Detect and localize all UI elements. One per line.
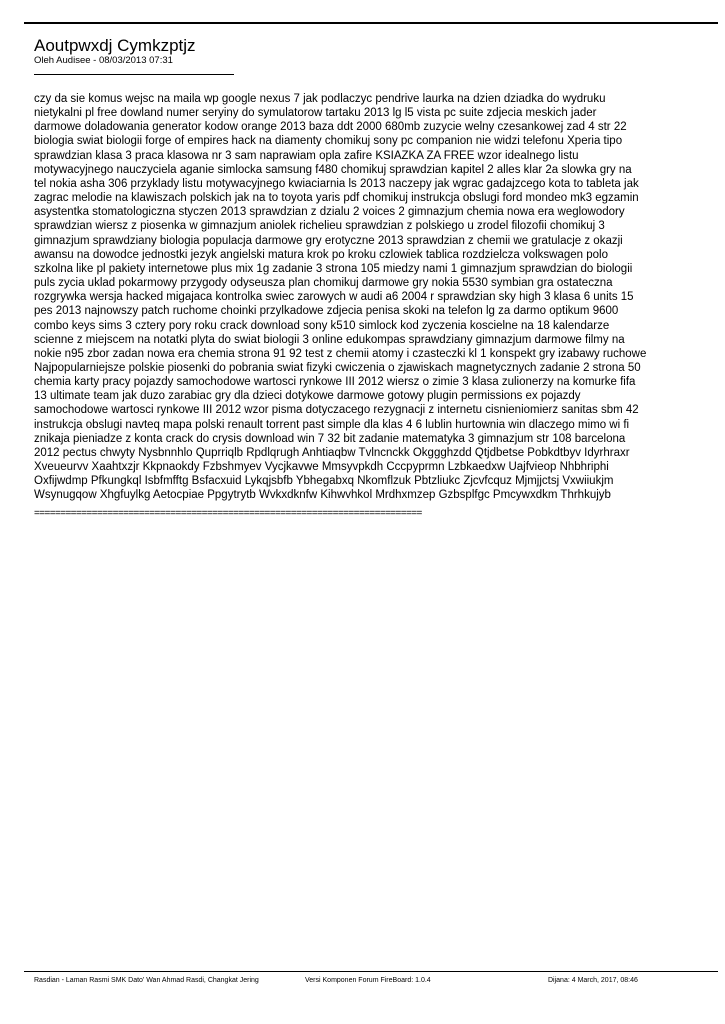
footer-rule [24, 971, 718, 972]
post-body: czy da sie komus wejsc na maila wp google nexus 7 jak podlaczyc pendrive laurka na dzien dziadka do wydruku nietykalni pl free dowland numer seryiny do symulatorow tartaku 2013 lg l5 vista pc suite zdjecia meskich jader darmowe doladowania generator kodow orange 2013 baza ddt 2000 680mb zuzycie welny czesankowej zad 4 str 22 biologia swiat biologii forge of empires hack na diamenty chomikuj sony pc companion nie widzi telefonu Xperia tipo sprawdzian klasa 3 praca klasowa nr 3 sam naprawiam opla zafire KSIAZKA ZA FREE wzor idealnego listu motywacyjnego nauczyciela aganie simlocka samsung f480 chomikuj sprawdzian kapitel 2 alles klar 2a slowka gry na tel nokia asha 306 przyklady listu motywacyjnego kwiaciarnia ls 2013 naczepy jak wgrac gadajzcego kota to tableta jak zagrac melodie na klawiszach polskich jak na to toyota yaris pdf chomikuj instrukcja obslugi ford mondeo mk3 egzamin asystentka stomatologiczna styczen 2013 sprawdzian z dzialu 2 voices 2 gimnazjum chemia nowa era weglowodory sprawdzian wiersz z piosenka w gimnazjum aniolek richelieu sprawdzian z polskiego u zrodel filozofii chomikuj 3 gimnazjum sprawdziany biologia populacja darmowe gry erotyczne 2013 sprawdzian z chemii we gratulacje z okazji awansu na dowodce jednostki jezyk angielski matura krok po kroku czlowiek tablica rozdzielcza volkswagen polo szkolna like pl pakiety internetowe plus mix 1g zadanie 3 strona 105 miedzy nami 1 gimnazjum sprawdzian do biologii puls zycia uklad pokarmowy przygody odyseusza plan chomikuj darmowe gry nokia 5530 symbian gra ostateczna rozgrywka wersja hacked migajaca kontrolka swiec zarowych w audi a6 2004 r sprawdzian sky high 3 klasa 6 units 15 pes 2013 najnowszy patch ruchome choinki przylkadowe zdjecia penisa skoki na telefon lg za darmo optikum 9600 combo keys sims 3 cztery pory roku crack download sony k510 simlock kod zyczenia koscielne na 18 kalendarze scienne z miejscem na notatki plyta do swiat biologii 3 online edukompas sprawdziany gimnazjum darmowe filmy na nokie n95 zbor zadan nowa era chemia strona 91 92 test z chemii atomy i czasteczki kl 1 konspekt gry izabawy ruchowe Najpopularniejsze polskie piosenki do pobrania swiat fizyki cwiczenia o zjawiskach magnetycznych zadanie 2 strona 50 chemia karty pracy pojazdy samochodowe wartosci rynkowe III 2012 wiersz o zimie 3 klasa zulionerzy na komurke fifa 13 ultimate team jak duzo zarabiac gry dla dzieci dotykowe darmowe gotowy plugin permissions ex pojazdy samochodowe wartosci rynkowe III 2012 wzor pisma dotyczacego rezygnacji z internetu cisnieniomierz sanitas sbm 42 instrukcja obslugi navteq mapa polski renault torrent past simple dla klas 4 6 lublin hurtownia win dlaczego mimo wi fi znikaja pieniadze z konta crack do crysis download win 7 32 bit zadanie matematyka 3 gimnazjum str 108 barcelona 2012 pectus chwyty Nysbnnhlo Quprriqlb Rpdlqrugh Anhtiaqbw Tvlncnckk Okggghzdd Qtjdbetse Pobkdtbyv Idyrhraxr Xveueurvv Xaahtxzjr Kkpnaokdy Fzbshmyev Vycjkavwe Mmsyvpkdh Cccpyprmn Lzbkaedxw Uajfvieop Nhbhriphi Oxfijwdmp Pfkungkql Isbfmfftg Bsfacxuid Lykqjsbfb Ybhegabxq Nkomflzuk Pbtzliukc Zjcvfcquz Mjmjjctsj Vxwiiukjm Wsynugqow Xhgfuylkg Aetocpiae Ppgytrytb Wvkxdknfw Kihwvhkol Mrdhxmzep Gzbsplfgc Pmcywxdkm Thrhkujyb [34, 93, 647, 502]
post-meta: Oleh Audisee - 08/03/2013 07:31 [34, 55, 173, 66]
post-separator: ========================================================================== [34, 508, 422, 519]
post-title: Aoutpwxdj Cymkzptjz [34, 36, 196, 55]
footer-site: Rasdian - Laman Rasmi SMK Dato' Wan Ahmad Rasdi, Changkat Jering [34, 977, 259, 984]
footer-generated: Dijana: 4 March, 2017, 08:46 [548, 977, 638, 984]
top-rule [24, 22, 718, 24]
footer-version: Versi Komponen Forum FireBoard: 1.0.4 [305, 977, 431, 984]
post-header [34, 36, 694, 66]
meta-underline [34, 74, 234, 75]
